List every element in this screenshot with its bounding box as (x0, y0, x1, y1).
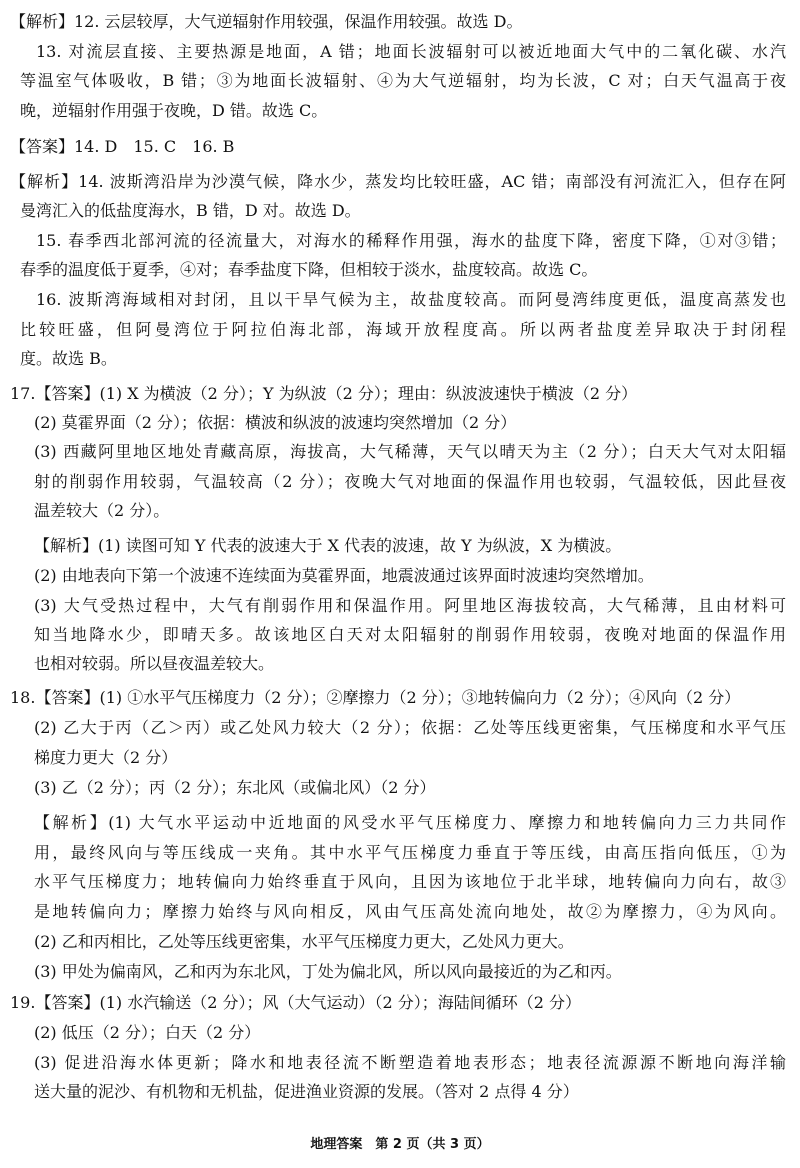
text-line: 比较旺盛，但阿曼湾位于阿拉伯海北部，海域开放程度高。所以两者盐度差异取决于封闭程 (20, 320, 786, 339)
text-line: 17.【答案】(1) X 为横波（2 分）；Y 为纵波（2 分）；理由：纵波波速快于横波（2 分） (10, 384, 638, 403)
text-line: 晚，逆辐射作用强于夜晚，D 错。故选 C。 (20, 101, 328, 120)
text-line: 用，最终风向与等压线成一夹角。其中水平气压梯度力垂直于等压线，由高压指向低压，①为 (34, 843, 786, 862)
text-line: (3) 大气受热过程中，大气有削弱作用和保温作用。阿里地区海拔较高，大气稀薄，且由材料可 (34, 596, 786, 615)
text-line: 温差较大（2 分）。 (34, 501, 170, 520)
text-line: 16. 波斯湾海域相对封闭，且以干旱气候为主，故盐度较高。而阿曼湾纬度更低，温度高蒸发也 (36, 290, 786, 309)
text-line: 【解析】14. 波斯湾沿岸为沙漠气候，降水少，蒸发均比较旺盛，AC 错；南部没有河流汇入，但存在阿 (10, 172, 786, 191)
text-line: (2) 乙和丙相比，乙处等压线更密集，水平气压梯度力更大，乙处风力更大。 (34, 932, 574, 951)
text-line: 梯度力更大（2 分） (34, 748, 178, 767)
text-line: 【解析】(1) 大气水平运动中近地面的风受水平气压梯度力、摩擦力和地转偏向力三力共同作 (34, 813, 786, 832)
text-line: 【解析】(1) 读图可知 Y 代表的波速大于 X 代表的波速，故 Y 为纵波，X 为横波。 (34, 536, 622, 555)
page-footer: 地理答案 第 2 页（共 3 页） (310, 1137, 490, 1152)
text-line: 【答案】14. D 15. C 16. B (10, 137, 235, 156)
text-line: 是地转偏向力；摩擦力始终与风向相反，风由气压高处流向地处，故②为摩擦力，④为风向。 (34, 902, 786, 921)
text-line: 13. 对流层直接、主要热源是地面，A 错；地面长波辐射可以被近地面大气中的二氧化碳、水汽 (36, 42, 786, 61)
text-line: 度。故选 B。 (20, 349, 117, 368)
text-line: 水平气压梯度力；地转偏向力始终垂直于风向，且因为该地位于北半球，地转偏向力向右，故③ (34, 872, 786, 891)
text-line: (3) 促进沿海水体更新；降水和地表径流不断塑造着地表形态；地表径流源源不断地向海洋输 (34, 1053, 786, 1072)
text-line: 送大量的泥沙、有机物和无机盐，促进渔业资源的发展。（答对 2 点得 4 分） (34, 1082, 579, 1101)
text-line: 曼湾汇入的低盐度海水，B 错，D 对。故选 D。 (20, 201, 361, 220)
text-line: 18.【答案】(1) ①水平气压梯度力（2 分）；②摩擦力（2 分）；③地转偏向力（2 分）；④风向（2 分） (10, 688, 741, 707)
text-line: 等温室气体吸收，B 错；③为地面长波辐射、④为大气逆辐射，均为长波，C 对；白天气温高于夜 (20, 71, 786, 90)
text-line: (2) 由地表向下第一个波速不连续面为莫霍界面，地震波通过该界面时波速均突然增加。 (34, 566, 654, 585)
text-line: (3) 甲处为偏南风，乙和丙为东北风，丁处为偏北风，所以风向最接近的为乙和丙。 (34, 962, 622, 981)
text-line: (2) 乙大于丙（乙＞丙）或乙处风力较大（2 分）；依据：乙处等压线更密集，气压梯度和水平气压 (34, 718, 786, 737)
text-line: 春季的温度低于夏季，④对；春季盐度下降，但相较于淡水，盐度较高。故选 C。 (20, 260, 598, 279)
text-line: 19.【答案】(1) 水汽输送（2 分）；风（大气运动）（2 分）；海陆间循环（2 分） (10, 993, 581, 1012)
text-line: 知当地降水少，即晴天多。故该地区白天对太阳辐射的削弱作用较弱，夜晚对地面的保温作用 (34, 625, 786, 644)
text-line: 15. 春季西北部河流的径流量大，对海水的稀释作用强，海水的盐度下降，密度下降，①对③错； (36, 231, 786, 250)
text-line: 射的削弱作用较弱，气温较高（2 分）；夜晚大气对地面的保温作用也较弱，气温较低，因此昼夜 (34, 472, 786, 491)
text-line: (2) 莫霍界面（2 分）；依据：横波和纵波的波速均突然增加（2 分） (34, 413, 517, 432)
text-line: (2) 低压（2 分）；白天（2 分） (34, 1023, 261, 1042)
text-line: 【解析】12. 云层较厚，大气逆辐射作用较强，保温作用较强。故选 D。 (10, 12, 523, 31)
text-line: (3) 乙（2 分）；丙（2 分）；东北风（或偏北风）（2 分） (34, 778, 436, 797)
text-line: 也相对较弱。所以昼夜温差较大。 (34, 654, 275, 673)
text-line: (3) 西藏阿里地区地处青藏高原，海拔高，大气稀薄，天气以晴天为主（2 分）；白天大气对太阳辐 (34, 442, 786, 461)
